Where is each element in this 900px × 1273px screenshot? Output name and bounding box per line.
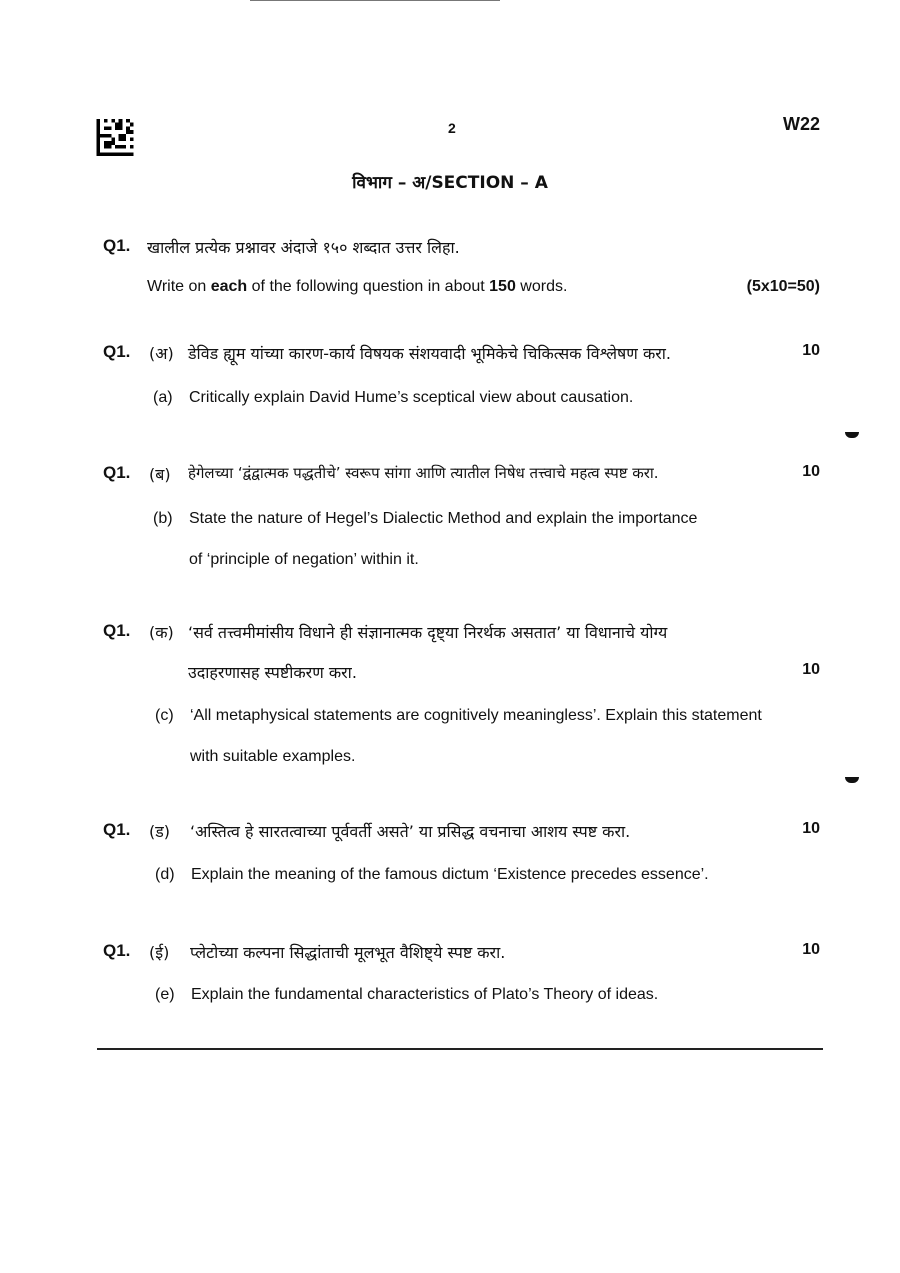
margin-mark	[845, 777, 859, 783]
margin-mark	[845, 432, 859, 438]
question-text-english: State the nature of Hegel’s Dialectic Method and explain the importance	[189, 510, 698, 527]
question-text-english: ‘All metaphysical statements are cognitively meaningless’. Explain this statement	[190, 707, 762, 724]
question-text-english: of ‘principle of negation’ within it.	[189, 551, 419, 568]
question-letter: (ब)	[149, 465, 171, 484]
datamatrix-code-icon	[95, 119, 135, 156]
question-marks: 10	[802, 820, 820, 837]
question-text-marathi: प्लेटोच्या कल्पना सिद्धांताची मूलभूत वैशिष्ट्ये स्पष्ट करा.	[190, 943, 506, 962]
question-label: Q1.	[103, 463, 131, 482]
instruction-english: Write on each of the following question in about 150 words.	[147, 278, 568, 295]
page-number: 2	[448, 120, 456, 136]
question-letter: (d)	[155, 866, 175, 883]
question-text-english: Explain the fundamental characteristics of Plato’s Theory of ideas.	[191, 986, 659, 1003]
question-letter: (ई)	[149, 943, 170, 962]
question-text-english: Explain the meaning of the famous dictum ‘Existence precedes essence’.	[191, 866, 709, 883]
question-marks: 10	[802, 661, 820, 678]
question-label: Q1.	[103, 236, 131, 255]
question-text-marathi: उदाहरणासह स्पष्टीकरण करा.	[188, 663, 357, 682]
section-title: विभाग – अ/SECTION – A	[352, 173, 548, 193]
bottom-rule	[97, 1048, 823, 1050]
question-letter: (ड)	[149, 822, 171, 841]
question-letter: (c)	[155, 707, 174, 724]
question-label: Q1.	[103, 941, 131, 960]
question-marks: 10	[802, 342, 820, 359]
question-text-marathi: डेविड ह्यूम यांच्या कारण-कार्य विषयक संशयवादी भूमिकेचे चिकित्सक विश्लेषण करा.	[188, 344, 672, 363]
question-marks: 10	[802, 941, 820, 958]
question-text-english: with suitable examples.	[190, 748, 356, 765]
question-label: Q1.	[103, 820, 131, 839]
question-letter: (b)	[153, 510, 173, 527]
question-text-marathi: ‘सर्व तत्त्वमीमांसीय विधाने ही संज्ञानात्मक दृष्ट्या निरर्थक असतात’ या विधानाचे योग्य	[188, 623, 668, 642]
total-marks: (5x10=50)	[746, 278, 820, 295]
question-text-marathi: ‘अस्तित्व हे सारतत्वाच्या पूर्ववर्ती असते’ या प्रसिद्ध वचनाचा आशय स्पष्ट करा.	[190, 822, 631, 841]
question-letter: (क)	[149, 623, 174, 642]
top-scan-line	[250, 0, 500, 1]
paper-code: W22	[782, 114, 820, 134]
question-letter: (e)	[155, 986, 175, 1003]
question-text-marathi: हेगेलच्या ‘द्वंद्वात्मक पद्धतीचे’ स्वरूप सांगा आणि त्यातील निषेध तत्त्वाचे महत्व स्पष्ट करा.	[188, 464, 659, 482]
question-marks: 10	[802, 463, 820, 480]
instruction-marathi: खालील प्रत्येक प्रश्नावर अंदाजे १५० शब्दात उत्तर लिहा.	[147, 238, 460, 257]
question-letter: (a)	[153, 389, 173, 406]
question-label: Q1.	[103, 621, 131, 640]
question-text-english: Critically explain David Hume’s sceptical view about causation.	[189, 389, 634, 406]
question-label: Q1.	[103, 342, 131, 361]
question-letter: (अ)	[149, 344, 174, 363]
